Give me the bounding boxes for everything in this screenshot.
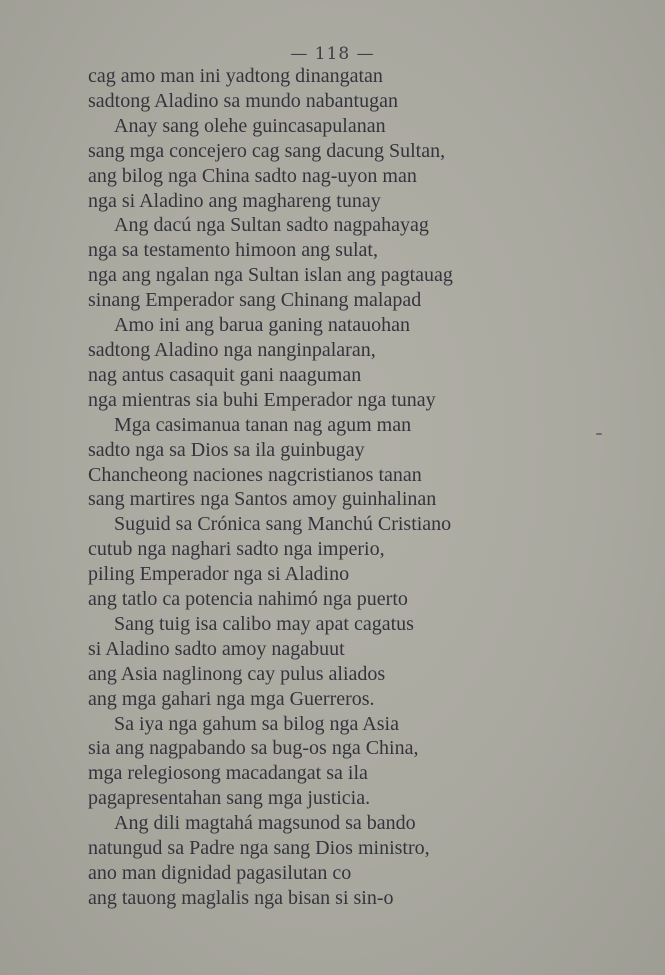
text-line: Sang tuig isa calibo may apat cagatus — [114, 612, 414, 635]
text-line: Chancheong naciones nagcristianos tanan — [88, 463, 422, 486]
text-line: cutub nga naghari sadto nga imperio, — [88, 538, 385, 561]
text-line: sang mga concejero cag sang dacung Sultan, — [88, 139, 446, 162]
text-line: sia ang nagpabando sa bug-os nga China, — [88, 737, 419, 760]
text-line: nga mientras sia buhi Emperador nga tunay — [88, 388, 436, 411]
text-line: sang martires nga Santos amoy guinhalinan — [88, 488, 437, 511]
text-line: ang bilog nga China sadto nag-uyon man — [88, 164, 417, 187]
text-line: sinang Emperador sang Chinang malapad — [88, 289, 422, 312]
text-line: ang mga gahari nga mga Guerreros. — [88, 687, 375, 710]
paper-speck — [596, 433, 602, 435]
text-line: natungud sa Padre nga sang Dios ministro, — [88, 837, 430, 860]
text-line: Amo ini ang barua ganing natauohan — [114, 314, 411, 337]
text-line: Sa iya nga gahum sa bilog nga Asia — [114, 712, 399, 735]
text-line: cag amo man ini yadtong dinangatan — [88, 65, 383, 87]
text-line: sadto nga sa Dios sa ila guinbugay — [88, 438, 365, 461]
text-line: Anay sang olehe guincasapulanan — [114, 114, 386, 137]
text-line: ang tatlo ca potencia nahimó nga puerto — [88, 588, 408, 611]
text-line: nga si Aladino ang maghareng tunay — [88, 189, 381, 212]
text-line: sadtong Aladino nga nanginpalaran, — [88, 338, 376, 361]
text-line: nag antus casaquit gani naaguman — [88, 363, 362, 386]
text-line: sadtong Aladino sa mundo nabantugan — [88, 89, 398, 112]
text-line: nga ang ngalan nga Sultan islan ang pagtauag — [88, 264, 453, 287]
text-line: ano man dignidad pagasilutan co — [88, 862, 352, 884]
page-number: — 118 — — [290, 44, 375, 64]
text-line: Suguid sa Crónica sang Manchú Cristiano — [114, 513, 452, 536]
text-line: Mga casimanua tanan nag agum man — [114, 413, 412, 436]
text-line: piling Emperador nga si Aladino — [88, 563, 350, 586]
text-line: mga relegiosong macadangat sa ila — [88, 762, 368, 785]
text-line: ang Asia naglinong cay pulus aliados — [88, 662, 386, 685]
text-line: si Aladino sadto amoy nagabuut — [88, 637, 345, 660]
text-line: pagapresentahan sang mga justicia. — [88, 787, 371, 810]
text-line: nga sa testamento himoon ang sulat, — [88, 239, 378, 262]
text-line: ang tauong maglalis nga bisan si sin-o — [88, 886, 394, 909]
poem-text — [88, 64, 608, 911]
text-line: Ang dili magtahá magsunod sa bando — [114, 812, 416, 835]
text-line: Ang dacú nga Sultan sadto nagpahayag — [114, 214, 429, 237]
